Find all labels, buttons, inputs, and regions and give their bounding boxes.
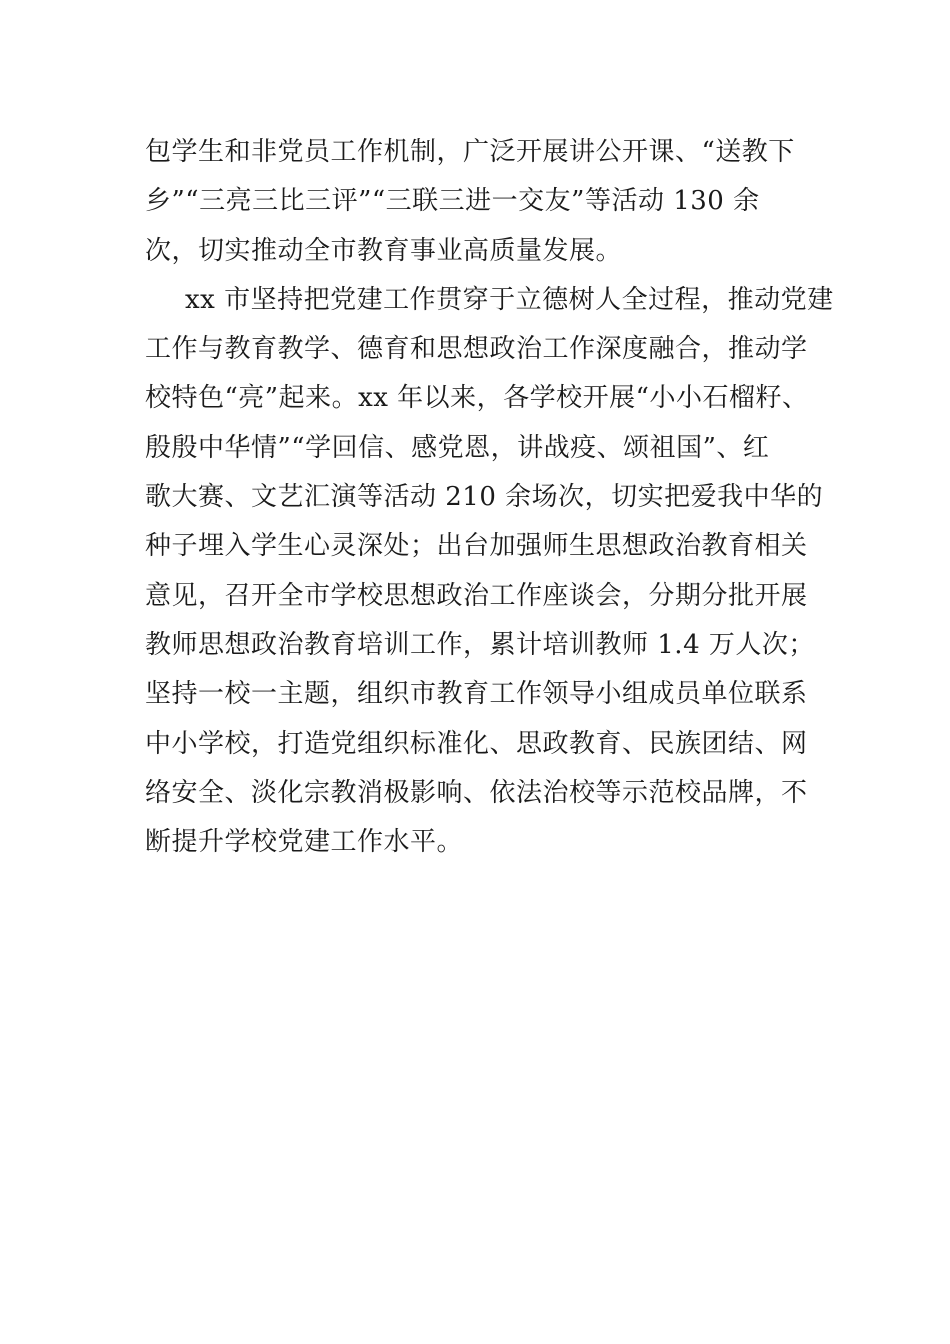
paragraph-line: 断提升学校党建工作水平。	[145, 827, 464, 858]
paragraph-line: 乡”“三亮三比三评”“三联三进一交友”等活动 130 余	[145, 186, 760, 217]
paragraph-line: 教师思想政治教育培训工作，累计培训教师 1.4 万人次；	[145, 629, 815, 660]
paragraph-line: 种子埋入学生心灵深处；出台加强师生思想政治教育相关	[145, 531, 808, 562]
paragraph-line: 坚持一校一主题，组织市教育工作领导小组成员单位联系	[145, 679, 808, 710]
paragraph-2	[145, 276, 835, 868]
paragraph-line: 次，切实推动全市教育事业高质量发展。	[145, 235, 623, 266]
paragraph-line: 意见，召开全市学校思想政治工作座谈会，分期分批开展	[145, 580, 808, 611]
paragraph-line: 殷殷中华情”“学回信、感党恩，讲战疫、颂祖国”、红	[145, 432, 770, 463]
paragraph-line: 校特色“亮”起来。xx 年以来，各学校开展“小小石榴籽、	[145, 383, 809, 414]
paragraph-line: 工作与教育教学、德育和思想政治工作深度融合，推动学	[145, 334, 808, 365]
paragraph-line: 歌大赛、文艺汇演等活动 210 余场次，切实把爱我中华的	[145, 482, 824, 513]
document-body	[145, 128, 835, 867]
paragraph-line: 包学生和非党员工作机制，广泛开展讲公开课、“送教下	[145, 137, 795, 167]
paragraph-line: xx 市坚持把党建工作贯穿于立德树人全过程，推动党建	[185, 284, 834, 315]
paragraph-1	[145, 128, 835, 276]
paragraph-line: 络安全、淡化宗教消极影响、依法治校等示范校品牌，不	[145, 777, 808, 808]
paragraph-line: 中小学校，打造党组织标准化、思政教育、民族团结、网	[145, 728, 808, 759]
